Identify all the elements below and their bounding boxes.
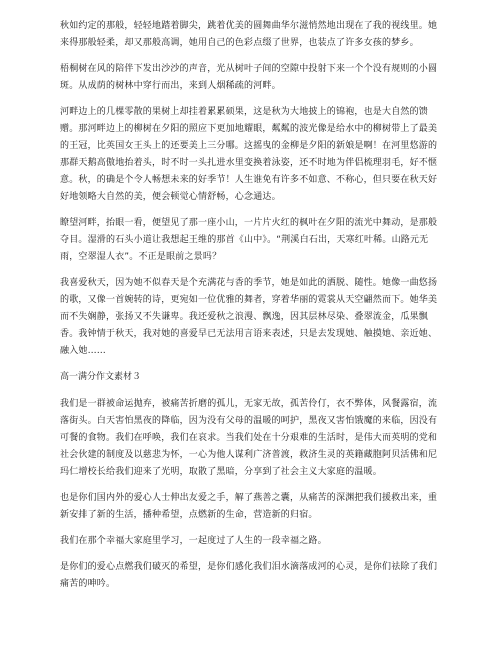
paragraph-mountain-view: 瞭望河畔，抬眼一看，便望见了那一座小山，一片片火红的枫叶在夕阳的流光中舞动，是那般夺目。湿滑的石头小道让我想起王维的那首《山中》。“荆溪白石出，天寒红叶稀。山路元无雨，空翠湿人衣”。不正是眼前之景吗？ <box>60 218 438 262</box>
paragraph-gratitude: 是你们的爱心点燃我们破灭的希望，是你们感化我们泪水滴落成河的心灵，是你们祛除了我们痛苦的呻吟。 <box>60 562 438 589</box>
section-heading: 高一满分作文素材３ <box>60 372 142 382</box>
paragraph-orphans: 我们是一群被命运抛弃，被痛苦折磨的孤儿，无家无故，孤苦伶仃，衣不弊体，风餐露宿，流落街头。白天害怕黑夜的降临，因为没有父母的温暖的呵护，黑夜又害怕饿魔的来临，因没有可餐的食物。我们在呼唤，我们在哀求。当我们处在十分艰难的生活时，是伟大而英明的党和社会伙建的制度及以慈悲为怀，一心为他人谋利广济普渡，救济生灵的英籍藏胞阿贝活佛和尼玛仁增校长给我们迎来了光明，取散了黑暗，分享到了社会主义大家庭的温暖。 <box>60 399 438 477</box>
paragraph-autumn-intro: 秋如约定的那般，轻轻地踏着脚尖，跳着优美的圆舞曲华尔滋悄然地出现在了我的视线里。她来得那般轻柔，却又那般高调，她用自己的色彩点缀了世界，也装点了许多女孩的梦乡。 <box>60 21 438 48</box>
paragraph-love-autumn: 我喜爱秋天，因为她不似春天是个充满花与香的季节，她是如此的洒脱、随性。她像一曲悠扬的歌，又像一首婉转的诗，更宛如一位优雅的舞者，穿着华丽的霓裳从天空翩然而下。她华美而不失娴静，张扬又不失谦卑。我还爱秋之浪漫、飘逸，因其层林尽染、叠翠流金，瓜果飘香。我钟情于秋天，我对她的喜爱早已无法用言语来表述，只是去发现她、触摸她、亲近她、融入她…… <box>60 278 438 356</box>
paragraph-riverside: 河畔边上的几棵零散的果树上却挂着累累硕果，这是秋为大地披上的锦袍，也是大自然的馈赠。那河畔边上的柳树在夕阳的照应下更加地耀眼，粼粼的波光像是给水中的柳树带上了最美的王冠，比英国女王头上的还要美上三分哪。这摇曳的金柳是夕阳的新娘是啊！在河里悠游的那群天鹅高傲地抬着头，时不时一头扎进水里变换着泳姿，还不时地为伴侣梳理羽毛，好不惬意。秋，的确是个令人畅想未来的好季节！人生谁免有许多不如意、不称心，但只要在秋天好好地领略大自然的美，便会顿觉心情舒畅，心念通达。 <box>60 107 438 202</box>
paragraph-kind-people: 也是你们国内外的爱心人士伸出友爱之手，解了燕善之囊，从痛苦的深渊把我们援救出来，重新安排了新的生活，播种希望，点燃新的生命，营造新的归宿。 <box>60 493 438 520</box>
paragraph-phoenix-trees: 梧桐树在风的陪伴下发出沙沙的声音，光从树叶子间的空隙中投射下来一个个没有规则的小圆斑。从成荫的树林中穿行而出，来到人烟稀疏的河畔。 <box>60 64 438 91</box>
paragraph-happy-family: 我们在那个幸福大家庭里学习，一起度过了人生的一段幸福之路。 <box>60 536 327 546</box>
